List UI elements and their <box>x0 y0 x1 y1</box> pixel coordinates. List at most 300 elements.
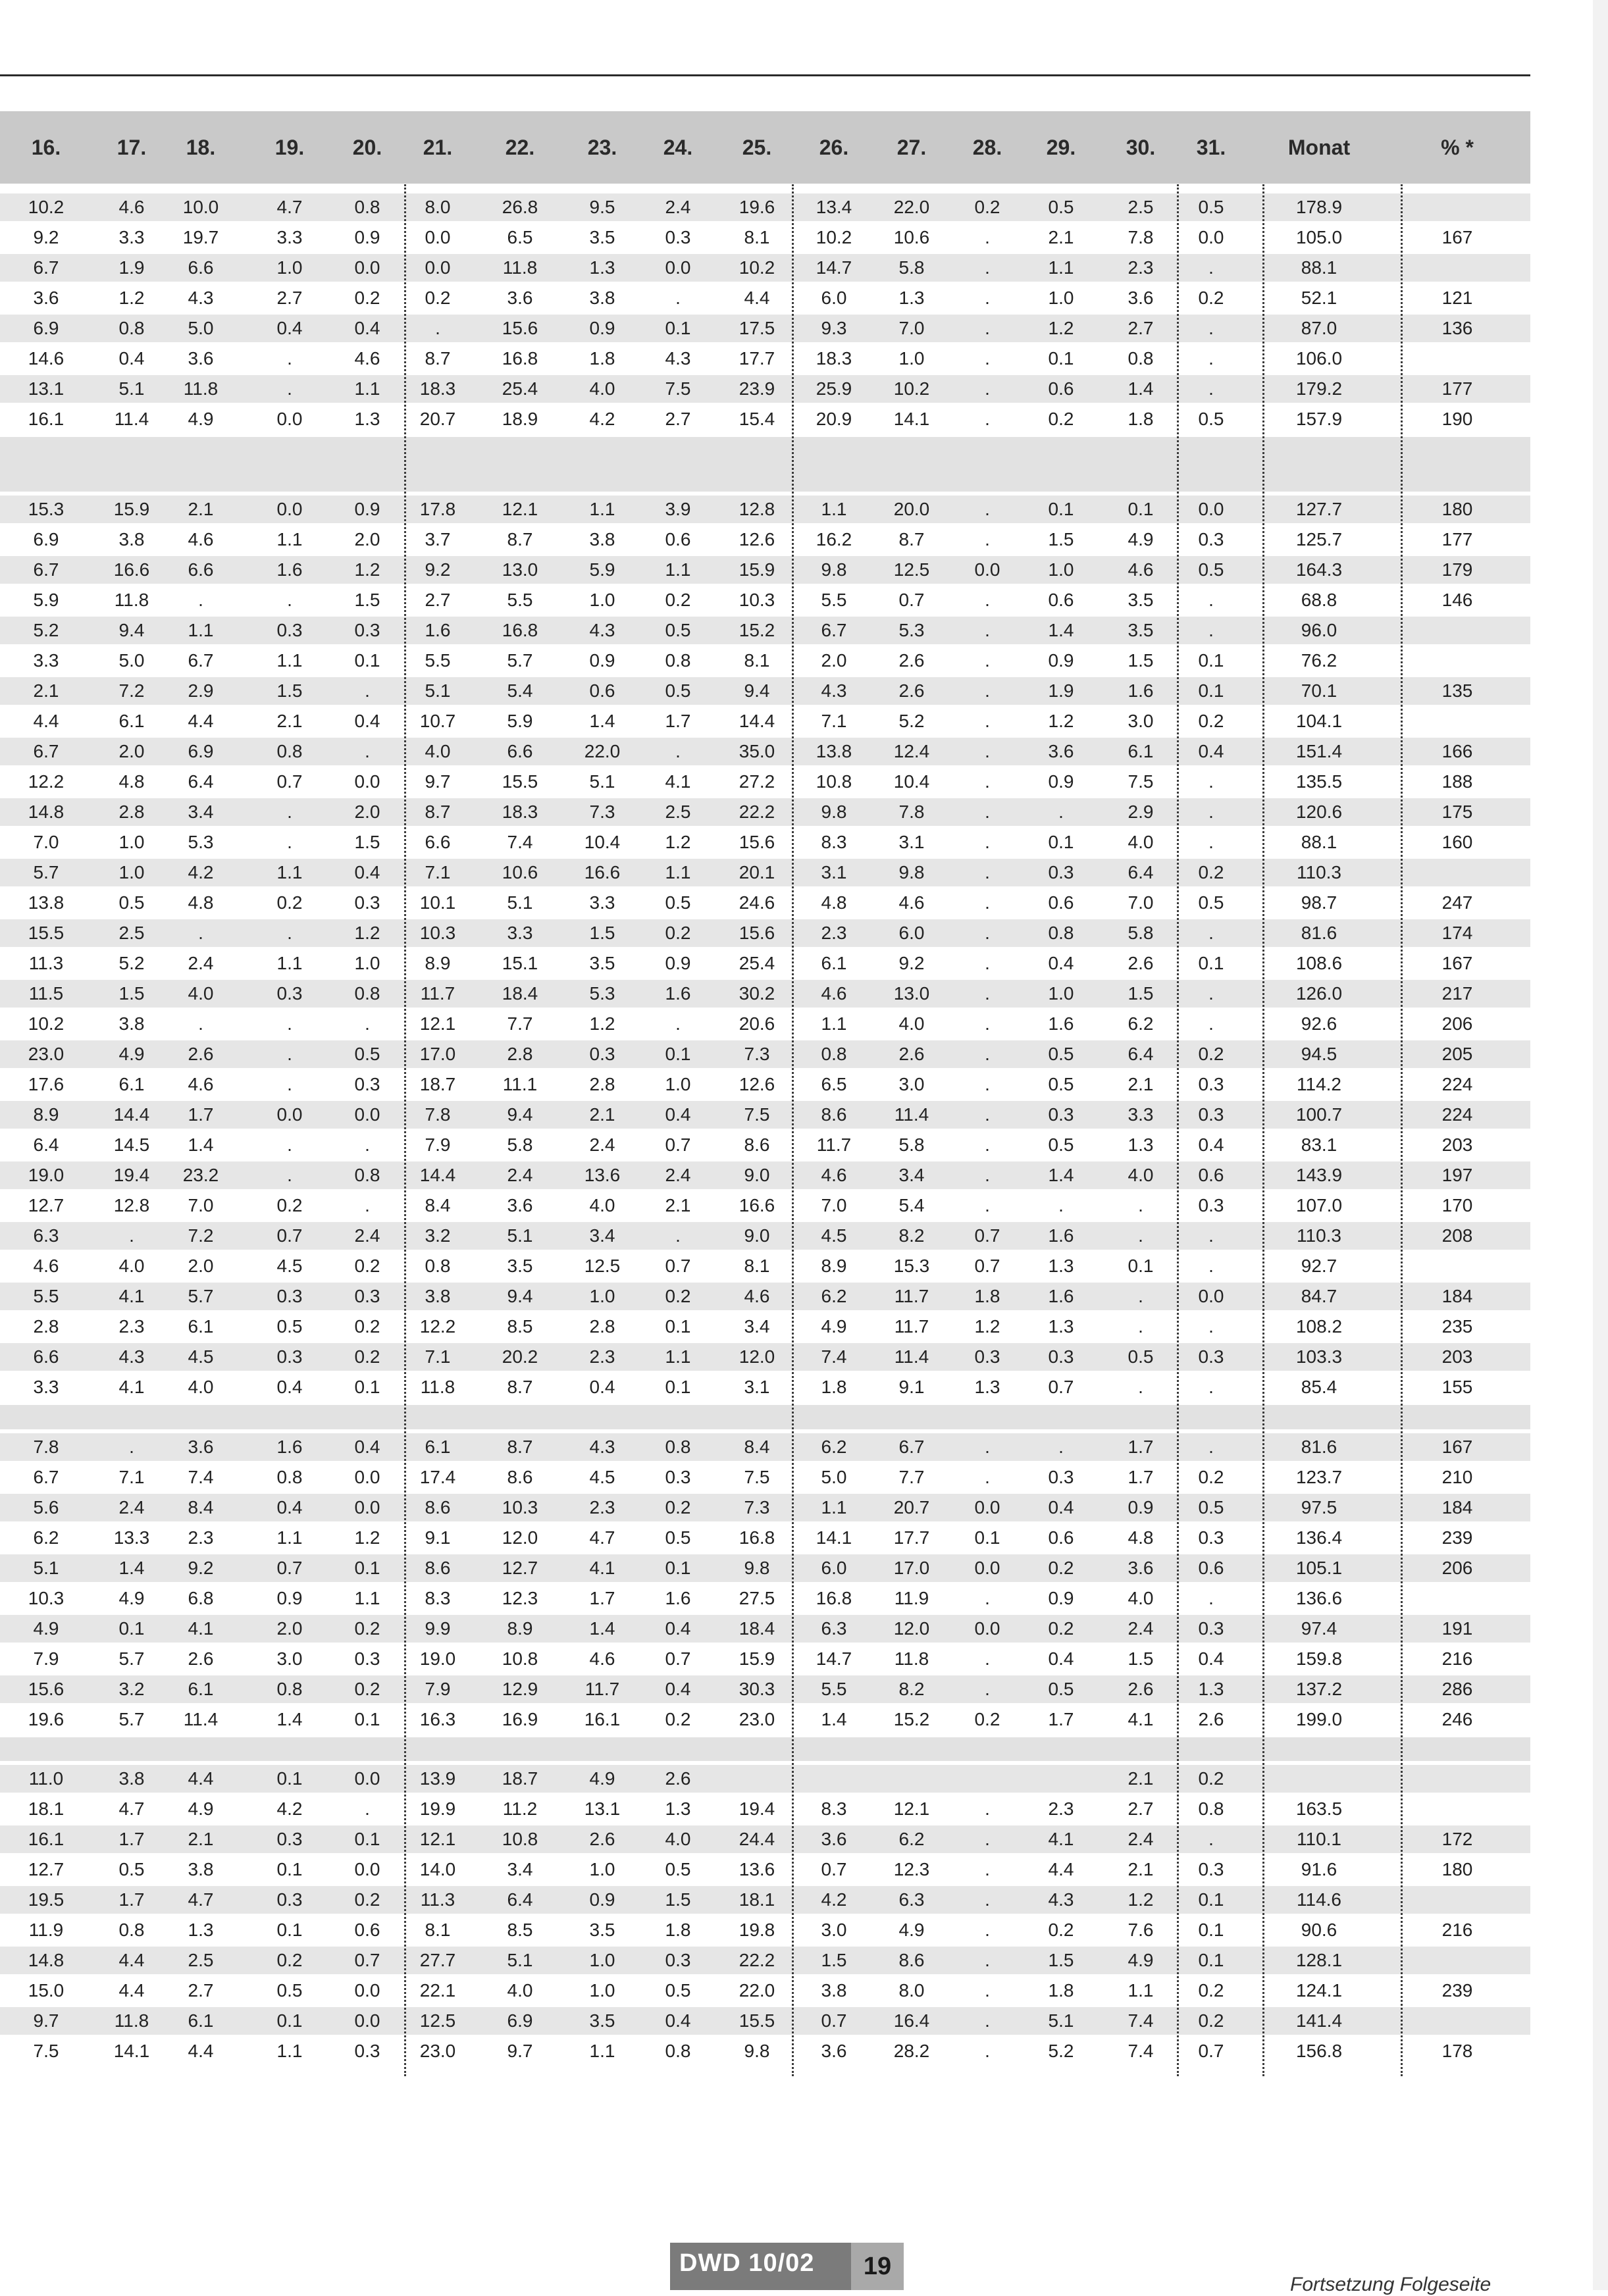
table-cell: 8.6 <box>507 1467 533 1487</box>
table-cell: 1.1 <box>276 2041 303 2061</box>
table-cell: 7.4 <box>188 1467 214 1487</box>
table-cell: 12.6 <box>739 1074 775 1094</box>
table-cell: 4.9 <box>1128 529 1154 549</box>
table-cell: 30.3 <box>739 1679 775 1699</box>
table-cell: 22.0 <box>893 197 930 217</box>
table-cell: 0.1 <box>276 1768 303 1789</box>
table-cell: . <box>985 953 990 973</box>
table-cell: 11.8 <box>114 2010 149 2031</box>
table-row <box>0 404 1530 434</box>
table-row <box>0 1674 1530 1704</box>
table-cell: 0.4 <box>1048 1648 1074 1669</box>
table-cell: 0.5 <box>1198 1497 1224 1518</box>
table-cell: 6.7 <box>33 741 59 761</box>
table-cell: 2.1 <box>1128 1074 1154 1094</box>
table-cell: 2.1 <box>1128 1859 1154 1879</box>
table-cell: 8.6 <box>425 1497 451 1518</box>
table-cell: 3.3 <box>589 892 615 913</box>
table-cell: . <box>1208 802 1214 822</box>
table-cell: 177 <box>1441 378 1473 399</box>
table-cell: 100.7 <box>1295 1104 1343 1125</box>
table-cell: 0.5 <box>1198 197 1224 217</box>
table-cell: 11.5 <box>28 983 64 1004</box>
table-cell: 9.4 <box>507 1104 533 1125</box>
table-cell: 0.3 <box>354 1074 380 1094</box>
table-cell: . <box>985 1950 990 1970</box>
table-cell: 1.6 <box>665 983 691 1004</box>
table-cell: 20.9 <box>816 409 852 429</box>
table-cell: 6.6 <box>33 1346 59 1367</box>
table-cell: 3.9 <box>665 499 691 519</box>
column-header: 29. <box>1046 136 1076 159</box>
table-cell: 70.1 <box>1301 680 1337 701</box>
table-cell: 87.0 <box>1301 318 1337 338</box>
table-cell: 0.7 <box>1048 1377 1074 1397</box>
table-cell: 7.3 <box>589 802 615 822</box>
table-cell: 6.0 <box>821 1558 847 1578</box>
table-cell: 11.3 <box>420 1889 455 1910</box>
table-cell <box>1421 646 1493 676</box>
table-cell: 4.1 <box>589 1558 615 1578</box>
table-cell: 1.3 <box>1128 1135 1154 1155</box>
table-cell: . <box>287 378 292 399</box>
table-cell: 6.4 <box>33 1135 59 1155</box>
table-cell: 1.6 <box>425 620 451 640</box>
table-cell: . <box>985 1588 990 1608</box>
table-cell: 3.5 <box>589 1920 615 1940</box>
table-cell: 18.7 <box>419 1074 456 1094</box>
table-cell: . <box>1208 832 1214 852</box>
table-cell: 0.2 <box>276 892 303 913</box>
table-cell: 190 <box>1441 409 1473 429</box>
table-cell: 3.3 <box>33 650 59 671</box>
table-cell: 7.7 <box>507 1013 533 1034</box>
table-cell: 0.3 <box>354 620 380 640</box>
table-cell: 0.8 <box>354 1165 380 1185</box>
table-cell: 0.0 <box>974 1618 1000 1639</box>
table-cell: . <box>365 1799 370 1819</box>
table-row <box>0 1583 1530 1614</box>
table-cell: 7.4 <box>507 832 533 852</box>
table-cell: 7.7 <box>898 1467 925 1487</box>
table-cell: 14.8 <box>28 1950 65 1970</box>
table-cell: 27.5 <box>739 1588 775 1608</box>
table-cell: . <box>1058 1195 1064 1215</box>
table-cell: 0.3 <box>1198 1346 1224 1367</box>
table-cell: 166 <box>1441 741 1473 761</box>
table-cell: 6.2 <box>33 1527 59 1548</box>
table-cell: 3.1 <box>821 862 847 882</box>
table-cell: 0.0 <box>354 1497 380 1518</box>
table-cell: 0.7 <box>276 1225 303 1246</box>
table-cell: 0.8 <box>118 318 145 338</box>
table-cell: 0.4 <box>665 1618 691 1639</box>
table-cell: 27.2 <box>739 771 775 792</box>
table-cell: 0.7 <box>898 590 925 610</box>
table-cell: 19.0 <box>28 1165 65 1185</box>
table-cell: 7.6 <box>1128 1920 1154 1940</box>
table-cell: . <box>675 1013 681 1034</box>
table-cell: 178 <box>1441 2041 1473 2061</box>
table-cell: 8.5 <box>507 1920 533 1940</box>
table-cell: 0.3 <box>1048 862 1074 882</box>
table-cell: 3.8 <box>188 1859 214 1879</box>
table-cell: 5.0 <box>118 650 145 671</box>
table-cell: 18.3 <box>419 378 456 399</box>
table-cell: 2.1 <box>276 711 303 731</box>
table-cell: 239 <box>1441 1527 1473 1548</box>
table-cell: 5.9 <box>507 711 533 731</box>
table-cell: 15.6 <box>739 923 775 943</box>
table-cell: 1.3 <box>974 1377 1000 1397</box>
table-cell: 0.4 <box>276 1377 303 1397</box>
table-cell: . <box>985 620 990 640</box>
table-cell: 0.2 <box>1048 1618 1074 1639</box>
table-cell: 2.7 <box>188 1980 214 2001</box>
table-row <box>0 555 1530 585</box>
table-cell: 25.9 <box>816 378 852 399</box>
table-cell: 18.3 <box>816 348 852 369</box>
table-row <box>0 1824 1530 1854</box>
table-cell: 85.4 <box>1301 1377 1337 1397</box>
table-cell: 1.5 <box>354 590 380 610</box>
table-cell: 3.6 <box>188 1437 214 1457</box>
table-cell <box>1421 1945 1493 1976</box>
page-edge <box>1593 0 1608 2290</box>
table-cell: 4.1 <box>118 1377 145 1397</box>
table-cell: 0.9 <box>1048 771 1074 792</box>
table-cell: 205 <box>1441 1044 1473 1064</box>
table-cell: . <box>985 771 990 792</box>
table-cell: 143.9 <box>1295 1165 1343 1185</box>
table-cell: 4.1 <box>665 771 691 792</box>
table-cell: 0.4 <box>118 348 145 369</box>
table-cell: 9.3 <box>821 318 847 338</box>
table-cell: 1.1 <box>276 862 303 882</box>
table-cell: . <box>1138 1316 1143 1337</box>
table-cell: 1.8 <box>821 1377 847 1397</box>
table-cell <box>954 1764 1020 1794</box>
table-cell: 0.0 <box>354 1467 380 1487</box>
table-cell: 4.0 <box>118 1256 145 1276</box>
table-cell: . <box>985 862 990 882</box>
column-divider <box>1177 184 1179 2076</box>
table-cell: . <box>1138 1377 1143 1397</box>
table-cell: 121 <box>1441 288 1473 308</box>
table-cell: 23.0 <box>739 1709 775 1729</box>
table-cell: 17.0 <box>893 1558 930 1578</box>
table-cell: 19.0 <box>419 1648 456 1669</box>
table-row <box>0 1190 1530 1221</box>
table-cell: 184 <box>1441 1497 1473 1518</box>
table-cell: 7.5 <box>1128 771 1154 792</box>
table-cell: 0.2 <box>974 197 1000 217</box>
table-cell: 2.6 <box>1198 1709 1224 1729</box>
column-header: 16. <box>31 136 61 159</box>
table-row <box>0 494 1530 524</box>
table-cell: 83.1 <box>1301 1135 1337 1155</box>
table-row <box>0 979 1530 1009</box>
table-cell: 12.3 <box>502 1588 538 1608</box>
table-cell: 4.4 <box>188 1768 214 1789</box>
table-cell: 3.6 <box>507 1195 533 1215</box>
table-cell: 1.3 <box>898 288 925 308</box>
table-row <box>0 1885 1530 1915</box>
table-cell: 0.0 <box>276 1104 303 1125</box>
table-cell: 0.4 <box>1198 1135 1224 1155</box>
table-cell: 13.3 <box>113 1527 150 1548</box>
table-cell: 2.7 <box>1128 318 1154 338</box>
table-cell: 20.0 <box>893 499 930 519</box>
table-cell: 13.6 <box>584 1165 621 1185</box>
table-cell: 1.0 <box>118 862 145 882</box>
table-cell: 16.8 <box>816 1588 852 1608</box>
table-cell: 4.1 <box>118 1286 145 1306</box>
table-cell: 1.0 <box>898 348 925 369</box>
table-cell: 25.4 <box>739 953 775 973</box>
table-cell: 0.8 <box>425 1256 451 1276</box>
table-cell: 1.1 <box>276 1527 303 1548</box>
table-cell: 1.1 <box>665 862 691 882</box>
table-cell: 4.3 <box>665 348 691 369</box>
table-cell: . <box>985 680 990 701</box>
table-cell: 9.4 <box>118 620 145 640</box>
table-row <box>0 1945 1530 1976</box>
table-cell: 1.5 <box>589 923 615 943</box>
table-cell: 1.7 <box>589 1588 615 1608</box>
table-cell: 0.6 <box>1198 1558 1224 1578</box>
table-cell: 4.6 <box>354 348 380 369</box>
table-cell: 4.6 <box>1128 559 1154 580</box>
table-cell: 6.7 <box>821 620 847 640</box>
table-cell: 3.8 <box>821 1980 847 2001</box>
table-cell: 12.1 <box>502 499 538 519</box>
table-cell: 110.1 <box>1297 1829 1341 1849</box>
table-cell: 0.2 <box>665 1497 691 1518</box>
table-cell: 110.3 <box>1297 862 1341 882</box>
table-cell: 91.6 <box>1301 1859 1337 1879</box>
table-cell <box>1421 615 1493 646</box>
table-cell: . <box>675 288 681 308</box>
publication-label: DWD 10/02 <box>679 2249 815 2277</box>
table-cell: 5.1 <box>507 1950 533 1970</box>
table-cell: 16.8 <box>502 620 538 640</box>
table-cell: 0.0 <box>276 409 303 429</box>
table-cell: 3.6 <box>821 2041 847 2061</box>
table-cell: 1.1 <box>1128 1980 1154 2001</box>
table-cell: 12.0 <box>502 1527 538 1548</box>
table-cell: . <box>985 227 990 247</box>
table-cell: . <box>1208 318 1214 338</box>
table-cell: . <box>1208 983 1214 1004</box>
table-cell: 12.1 <box>893 1799 930 1819</box>
table-cell: 6.2 <box>821 1437 847 1457</box>
table-cell: 6.9 <box>188 741 214 761</box>
table-cell: 16.3 <box>419 1709 456 1729</box>
table-cell: 0.1 <box>1048 832 1074 852</box>
table-cell: 8.1 <box>425 1920 451 1940</box>
table-cell: 2.7 <box>1128 1799 1154 1819</box>
table-row <box>0 1915 1530 1945</box>
table-cell: 3.6 <box>188 348 214 369</box>
table-cell: 1.7 <box>1048 1709 1074 1729</box>
table-cell: . <box>985 1889 990 1910</box>
table-cell: 2.1 <box>188 499 214 519</box>
table-cell: 7.9 <box>33 1648 59 1669</box>
table-cell: 127.7 <box>1295 499 1343 519</box>
table-cell: 0.0 <box>1198 227 1224 247</box>
table-cell: 0.4 <box>1048 953 1074 973</box>
table-cell: 0.9 <box>354 227 380 247</box>
table-cell <box>875 1764 948 1794</box>
table-cell: 0.4 <box>354 711 380 731</box>
table-cell: 15.2 <box>739 620 775 640</box>
table-cell: 6.3 <box>821 1618 847 1639</box>
table-cell: 9.2 <box>188 1558 214 1578</box>
table-cell: 24.6 <box>739 892 775 913</box>
table-cell: 3.8 <box>118 1013 145 1034</box>
table-cell: 0.4 <box>354 862 380 882</box>
table-cell: 6.1 <box>188 1316 214 1337</box>
table-cell: 103.3 <box>1295 1346 1343 1367</box>
table-cell: 0.7 <box>974 1256 1000 1276</box>
table-cell: 1.5 <box>276 680 303 701</box>
table-cell: . <box>129 1437 134 1457</box>
table-cell: 10.4 <box>584 832 621 852</box>
table-cell: 1.6 <box>1048 1013 1074 1034</box>
table-cell: 11.7 <box>816 1135 852 1155</box>
table-cell: 6.4 <box>507 1889 533 1910</box>
table-cell: . <box>985 1980 990 2001</box>
table-cell: 11.7 <box>584 1679 620 1699</box>
table-cell: 0.5 <box>1198 409 1224 429</box>
table-cell: 206 <box>1441 1013 1473 1034</box>
table-cell: . <box>1208 771 1214 792</box>
table-cell: 7.9 <box>425 1679 451 1699</box>
table-cell: 4.2 <box>276 1799 303 1819</box>
table-cell: . <box>985 529 990 549</box>
table-cell: 8.9 <box>425 953 451 973</box>
table-cell: 92.6 <box>1301 1013 1337 1034</box>
table-cell: 4.7 <box>118 1799 145 1819</box>
table-cell: 14.7 <box>816 1648 852 1669</box>
table-cell: 0.3 <box>1198 529 1224 549</box>
table-cell: 177 <box>1441 529 1473 549</box>
table-cell: 0.5 <box>118 1859 145 1879</box>
table-cell: 5.6 <box>33 1497 59 1518</box>
table-cell: 1.3 <box>665 1799 691 1819</box>
table-cell: 0.3 <box>1198 1195 1224 1215</box>
table-cell: 17.4 <box>419 1467 456 1487</box>
table-cell: 1.1 <box>188 620 214 640</box>
table-cell: 4.0 <box>1128 1588 1154 1608</box>
table-cell: 0.7 <box>354 1950 380 1970</box>
table-cell: 7.5 <box>665 378 691 399</box>
table-cell: 6.2 <box>821 1286 847 1306</box>
table-cell: 0.3 <box>974 1346 1000 1367</box>
table-cell: 0.0 <box>354 771 380 792</box>
table-cell: 2.6 <box>589 1829 615 1849</box>
table-cell: 10.2 <box>739 257 775 278</box>
table-cell: 14.1 <box>893 409 930 429</box>
table-cell: 216 <box>1441 1920 1473 1940</box>
table-cell: 5.7 <box>118 1648 145 1669</box>
table-cell: 17.6 <box>28 1074 65 1094</box>
table-cell: 180 <box>1441 499 1473 519</box>
table-cell: 2.8 <box>33 1316 59 1337</box>
table-cell: 6.3 <box>33 1225 59 1246</box>
table-cell: 0.9 <box>589 318 615 338</box>
table-cell: 10.8 <box>816 771 852 792</box>
table-cell: 179.2 <box>1295 378 1343 399</box>
table-cell: . <box>985 378 990 399</box>
table-cell: 0.3 <box>1198 1859 1224 1879</box>
table-cell: 2.0 <box>354 802 380 822</box>
table-cell: 0.6 <box>1048 590 1074 610</box>
table-cell: . <box>675 741 681 761</box>
table-cell: 0.1 <box>1198 1889 1224 1910</box>
table-cell: 0.1 <box>1048 348 1074 369</box>
table-cell: 4.6 <box>821 1165 847 1185</box>
table-cell: 5.9 <box>33 590 59 610</box>
table-cell: 1.8 <box>974 1286 1000 1306</box>
table-cell: 8.4 <box>188 1497 214 1518</box>
table-cell: 88.1 <box>1301 257 1337 278</box>
table-cell: 0.1 <box>1128 1256 1154 1276</box>
table-cell: 10.8 <box>502 1829 538 1849</box>
table-cell: 7.1 <box>425 1346 451 1367</box>
table-cell: 5.3 <box>589 983 615 1004</box>
table-cell: 3.1 <box>744 1377 770 1397</box>
table-cell: 8.9 <box>507 1618 533 1639</box>
column-divider <box>404 184 406 2076</box>
table-cell: . <box>198 590 203 610</box>
table-cell: 3.4 <box>744 1316 770 1337</box>
table-cell: 7.3 <box>744 1497 770 1518</box>
table-cell: 6.1 <box>118 1074 145 1094</box>
table-cell: 2.1 <box>1048 227 1074 247</box>
table-cell: 7.0 <box>898 318 925 338</box>
table-cell: 9.7 <box>507 2041 533 2061</box>
table-cell: 5.8 <box>898 257 925 278</box>
table-cell: 0.5 <box>665 1527 691 1548</box>
table-cell: 1.0 <box>1048 559 1074 580</box>
table-cell: . <box>985 1074 990 1094</box>
table-cell: 1.0 <box>589 1286 615 1306</box>
table-cell: 0.4 <box>276 318 303 338</box>
table-cell: 13.1 <box>584 1799 621 1819</box>
table-cell: 35.0 <box>739 741 775 761</box>
table-cell: 0.3 <box>1048 1104 1074 1125</box>
table-cell: 1.2 <box>354 923 380 943</box>
table-cell: 2.1 <box>188 1829 214 1849</box>
table-cell: . <box>985 1859 990 1879</box>
table-cell: 1.6 <box>276 559 303 580</box>
table-cell: 0.6 <box>589 680 615 701</box>
table-cell: 0.1 <box>354 650 380 671</box>
table-cell: 4.9 <box>1128 1950 1154 1970</box>
table-cell: 14.4 <box>419 1165 456 1185</box>
table-cell: 0.3 <box>276 1286 303 1306</box>
table-cell: 0.0 <box>354 257 380 278</box>
table-cell: 15.5 <box>28 923 65 943</box>
table-cell: 4.1 <box>1128 1709 1154 1729</box>
table-cell: 1.1 <box>276 529 303 549</box>
column-header: 27. <box>896 136 927 159</box>
table-cell: 23.0 <box>419 2041 456 2061</box>
table-cell: 15.6 <box>739 832 775 852</box>
table-cell: 2.5 <box>1128 197 1154 217</box>
